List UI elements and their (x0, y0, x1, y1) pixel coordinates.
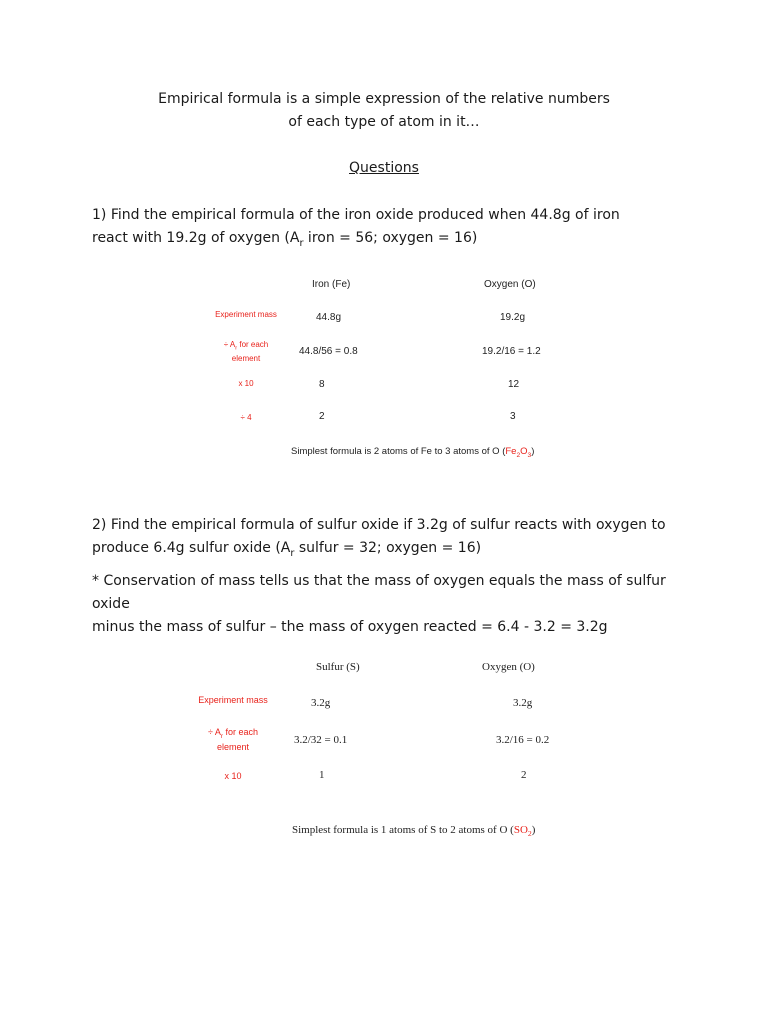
q1-row-label-div4: ÷ 4 (240, 413, 252, 422)
q2-note-line-1: * Conservation of mass tells us that the mass of oxygen equals the mass of sulfur oxide (92, 573, 666, 612)
q1-row-label-mass: Experiment mass (215, 310, 277, 319)
q1-line-2: react with 19.2g of oxygen ($A_r$ iron = 56; oxygen = 16) (92, 230, 478, 249)
q2-formula: $SO_2$ (513, 824, 532, 839)
intro-line-2: of each type of atom in it… (288, 114, 480, 130)
q2-cell: 1 (319, 769, 325, 781)
q2-note-line-2: minus the mass of sulfur – the mass of oxygen reacted = 6.4 - 3.2 = 3.2g (92, 619, 608, 635)
q1-col1-header: Iron (Fe) (312, 279, 351, 290)
q2-row-label-divide: ÷ $A_r$ for each element (207, 727, 259, 752)
q1-formula: $Fe_2O_3$ (505, 446, 532, 459)
q1-cell: 2 (319, 411, 325, 422)
q1-row-label-divide: ÷ $A_r$ for each element (223, 340, 269, 363)
intro-line-1: Empirical formula is a simple expression of the relative numbers (158, 91, 610, 107)
questions-heading: Questions (349, 160, 419, 176)
q1-row-label-x10: x 10 (238, 379, 254, 388)
q2-line-1: 2) Find the empirical formula of sulfur oxide if 3.2g of sulfur reacts with oxygen to (92, 517, 666, 533)
q2-conclusion: Simplest formula is 1 atoms of S to 2 atoms of O $(SO_2)$ (292, 824, 536, 839)
q1-cell: 12 (508, 379, 520, 390)
q2-cell: 3.2g (513, 697, 533, 709)
q1-col2-header: Oxygen (O) (484, 279, 536, 290)
q1-cell: 19.2g (500, 312, 526, 323)
q1-conclusion: Simplest formula is 2 atoms of Fe to 3 atoms of O $(Fe_2O_3)$ (291, 446, 535, 459)
q2-cell: 3.2/16 = 0.2 (496, 734, 550, 746)
question-1 (92, 204, 692, 255)
q2-col2-header: Oxygen (O) (482, 661, 535, 673)
q2-note (92, 570, 692, 639)
q2-col1-header: Sulfur (S) (316, 661, 360, 673)
q1-line-1: 1) Find the empirical formula of the iron oxide produced when 44.8g of iron (92, 207, 620, 223)
intro-text (0, 88, 768, 134)
q2-row-label-mass: Experiment mass (198, 695, 268, 705)
q2-row-label-x10: x 10 (224, 771, 242, 781)
q1-cell: 44.8/56 = 0.8 (299, 346, 358, 357)
q1-cell: 8 (319, 379, 325, 390)
q2-cell: 3.2g (311, 697, 331, 709)
q1-cell: 3 (510, 411, 516, 422)
q2-cell: 2 (521, 769, 527, 781)
q2-line-2: produce 6.4g sulfur oxide ($A_r$ sulfur = 32; oxygen = 16) (92, 540, 482, 559)
question-2 (92, 514, 692, 565)
q1-cell: 19.2/16 = 1.2 (482, 346, 541, 357)
q2-cell: 3.2/32 = 0.1 (294, 734, 348, 746)
q1-cell: 44.8g (316, 312, 342, 323)
